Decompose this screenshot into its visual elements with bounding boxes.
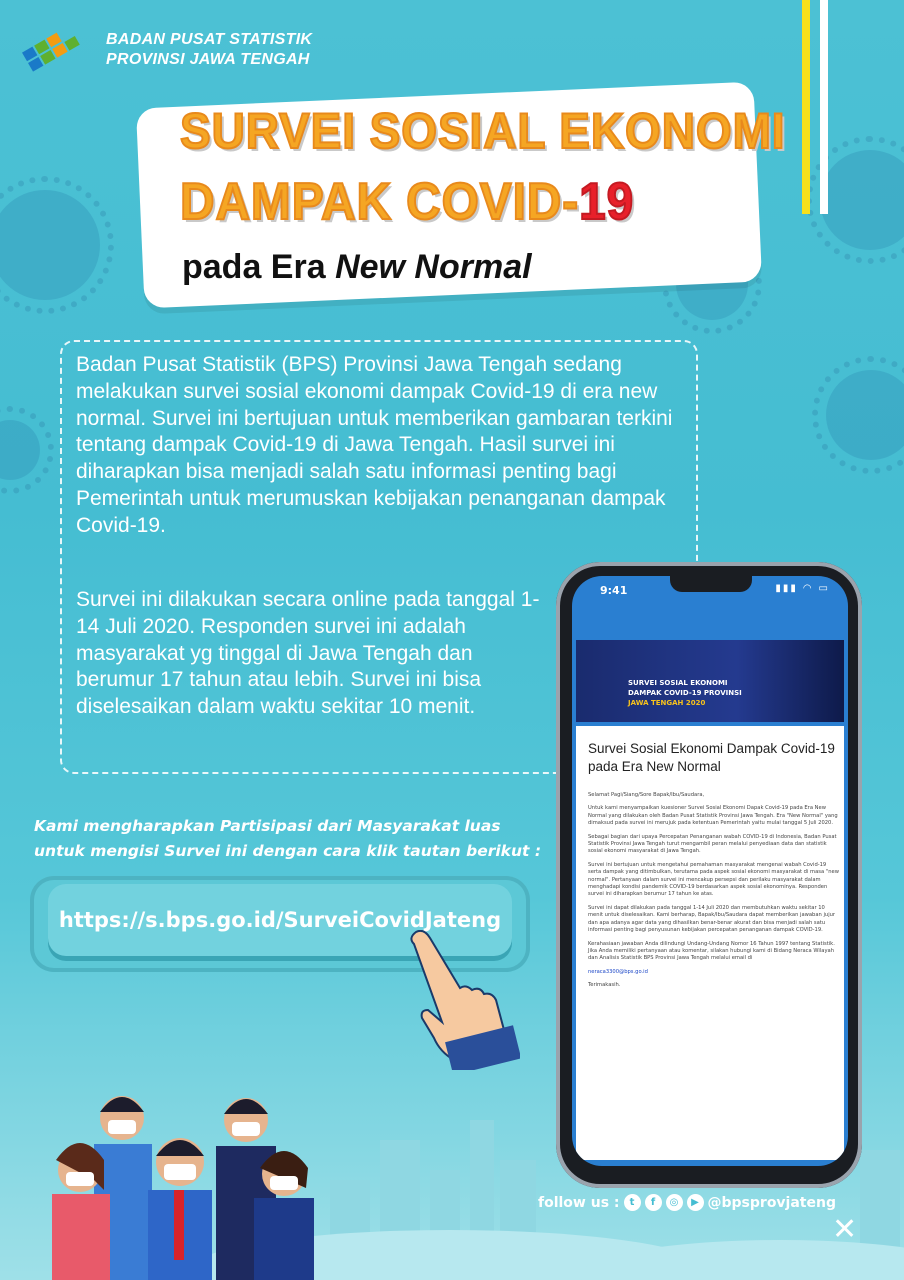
facebook-icon[interactable]: f <box>645 1194 662 1211</box>
bps-logo-icon <box>18 22 90 74</box>
form-header-line1: SURVEI SOSIAL EKONOMI <box>628 679 728 687</box>
instagram-icon[interactable]: ◎ <box>666 1194 683 1211</box>
form-header-line2: DAMPAK COVID-19 PROVINSI <box>628 689 742 697</box>
pointing-hand-icon <box>400 930 520 1070</box>
form-paragraph: Sebagai bagian dari upaya Percepatan Penanganan wabah COVID-19 di Indonesia, Badan Pusat Statistik Provinsi Jawa Tengah turut mengambil peran melalui penyediaan data dan statistik sosial ekonomi masyarakat di Jawa Tengah. <box>588 833 837 855</box>
form-email-link[interactable]: neraca3300@bps.go.id <box>588 968 648 975</box>
title-line2-prefix: DAMPAK COVID- <box>180 173 580 231</box>
title-line2 <box>180 172 634 232</box>
social-handle: @bpsprovjateng <box>707 1194 836 1211</box>
org-name <box>106 30 312 70</box>
status-time: 9:41 <box>600 584 628 597</box>
form-header-line3: JAWA TENGAH 2020 <box>628 699 706 707</box>
participation-callout <box>34 814 541 864</box>
form-paragraph: Untuk kami menyampaikan kuesioner Survei Sosial Ekonomi Dapak Covid-19 pada Era New Normal yang dilakukan oleh Badan Pusat Statistik Provinsi Jawa Tengah. Era "New Normal" yang dimaksud pada survei ini merujuk pada ketentuan Pemerintah yaitu mulai tanggal 5 Juli 2020. <box>588 805 838 827</box>
org-name-line2: PROVINSI JAWA TENGAH <box>106 51 310 68</box>
yellow-accent-bar <box>802 0 810 214</box>
title-line1: SURVEI SOSIAL EKONOMI <box>180 103 786 159</box>
survey-link-button[interactable]: https://s.bps.go.id/SurveiCovidJateng <box>48 884 512 956</box>
title-line3 <box>182 248 532 287</box>
title-line2-highlight: 19 <box>579 173 635 231</box>
form-closing: Terimakasih. <box>588 982 621 989</box>
form-paragraph: Kerahasiaan jawaban Anda dilindungi Undang-Undang Nomor 16 Tahun 1997 tentang Statistik. Jika Anda memiliki pertanyaan atau komentar, silakan hubungi kami di Bidang Neraca Wilayah dan Analisis Statistik BPS Provinsi Jawa Tengah melalui email di <box>588 940 835 962</box>
form-description <box>588 792 840 996</box>
form-header-text <box>628 678 742 708</box>
org-name-line1: BADAN PUSAT STATISTIK <box>106 31 313 48</box>
callout-line1: Kami mengharapkan Partisipasi dari Masyarakat luas <box>34 817 501 835</box>
follow-us-label: follow us : <box>538 1194 620 1211</box>
signal-wifi-battery-icon: ▮▮▮ ◠ ▭ <box>775 583 830 594</box>
info-paragraph-1: Badan Pusat Statistik (BPS) Provinsi Jawa Tengah sedang melakukan survei sosial ekonomi dampak Covid-19 di era new normal. Survei ini bertujuan untuk memberikan gambaran terkini tentang dampak Covid-19 di Jawa Tengah. Hasil survei ini diharapkan bisa menjadi salah satu informasi penting bagi Pemerintah untuk merumuskan kebijakan penanganan dampak Covid-19. <box>76 353 673 537</box>
phone-screen <box>572 576 848 1166</box>
info-paragraph-2: Survei ini dilakukan secara online pada tanggal 1-14 Juli 2020. Responden survei ini adalah masyarakat yg tinggal di Jawa Tengah dan berumur 17 tahun atau lebih. Survei ini bisa diselesaikan dalam waktu sekitar 10 menit. <box>76 588 540 719</box>
phone-status-bar <box>572 576 848 606</box>
virus-decoration-icon <box>0 420 40 480</box>
people-wearing-masks-illustration <box>40 1090 340 1280</box>
form-title: Survei Sosial Ekonomi Dampak Covid-19 pada Era New Normal <box>588 741 835 774</box>
callout-line2: untuk mengisi Survei ini dengan cara klik tautan berikut : <box>34 842 542 860</box>
form-paragraph: Survei ini dapat dilakukan pada tanggal 1-14 Juli 2020 dan membutuhkan waktu sekitar 10 menit untuk diselesaikan. Kami berharap, Bapak/Ibu/Saudara dapat memberikan jawaban jujur dan apa adanya agar data yang dihasilkan benar-benar akurat dan bisa menjadi salah satu informasi penting bagi penyusunan kebijakan percepatan penanganan dampak COVID-19. <box>588 904 836 934</box>
form-paragraph: Survei ini bertujuan untuk mengetahui pemahaman masyarakat mengenai wabah Covid-19 serta dampak yang ditimbulkan, terutama pada aspek sosial ekonomi masyarakat di masa "new normal". Pertanyaan dalam survei ini mencakup persepsi dan perilaku masyarakat dalam menghadapi kondisi pandemik COVID-19 berdasarkan aspek sosial ekonominya. Responden survei ini diharapkan berumur 17 tahun ke atas. <box>588 861 839 898</box>
twitter-icon[interactable]: t <box>624 1194 641 1211</box>
youtube-icon[interactable]: ▶ <box>687 1194 704 1211</box>
form-header-banner <box>576 640 844 722</box>
virus-decoration-icon <box>0 190 100 300</box>
form-paragraph: Selamat Pagi/Siang/Sore Bapak/Ibu/Saudara, <box>588 792 705 798</box>
close-icon[interactable]: ✕ <box>832 1212 858 1247</box>
virus-decoration-icon <box>826 370 904 460</box>
white-accent-bar <box>820 0 828 214</box>
title-line3-italic: New Normal <box>335 248 532 286</box>
follow-us-bar <box>538 1194 836 1211</box>
form-card <box>576 726 844 1160</box>
title-line3-prefix: pada Era <box>182 248 336 286</box>
virus-decoration-icon <box>820 150 904 250</box>
